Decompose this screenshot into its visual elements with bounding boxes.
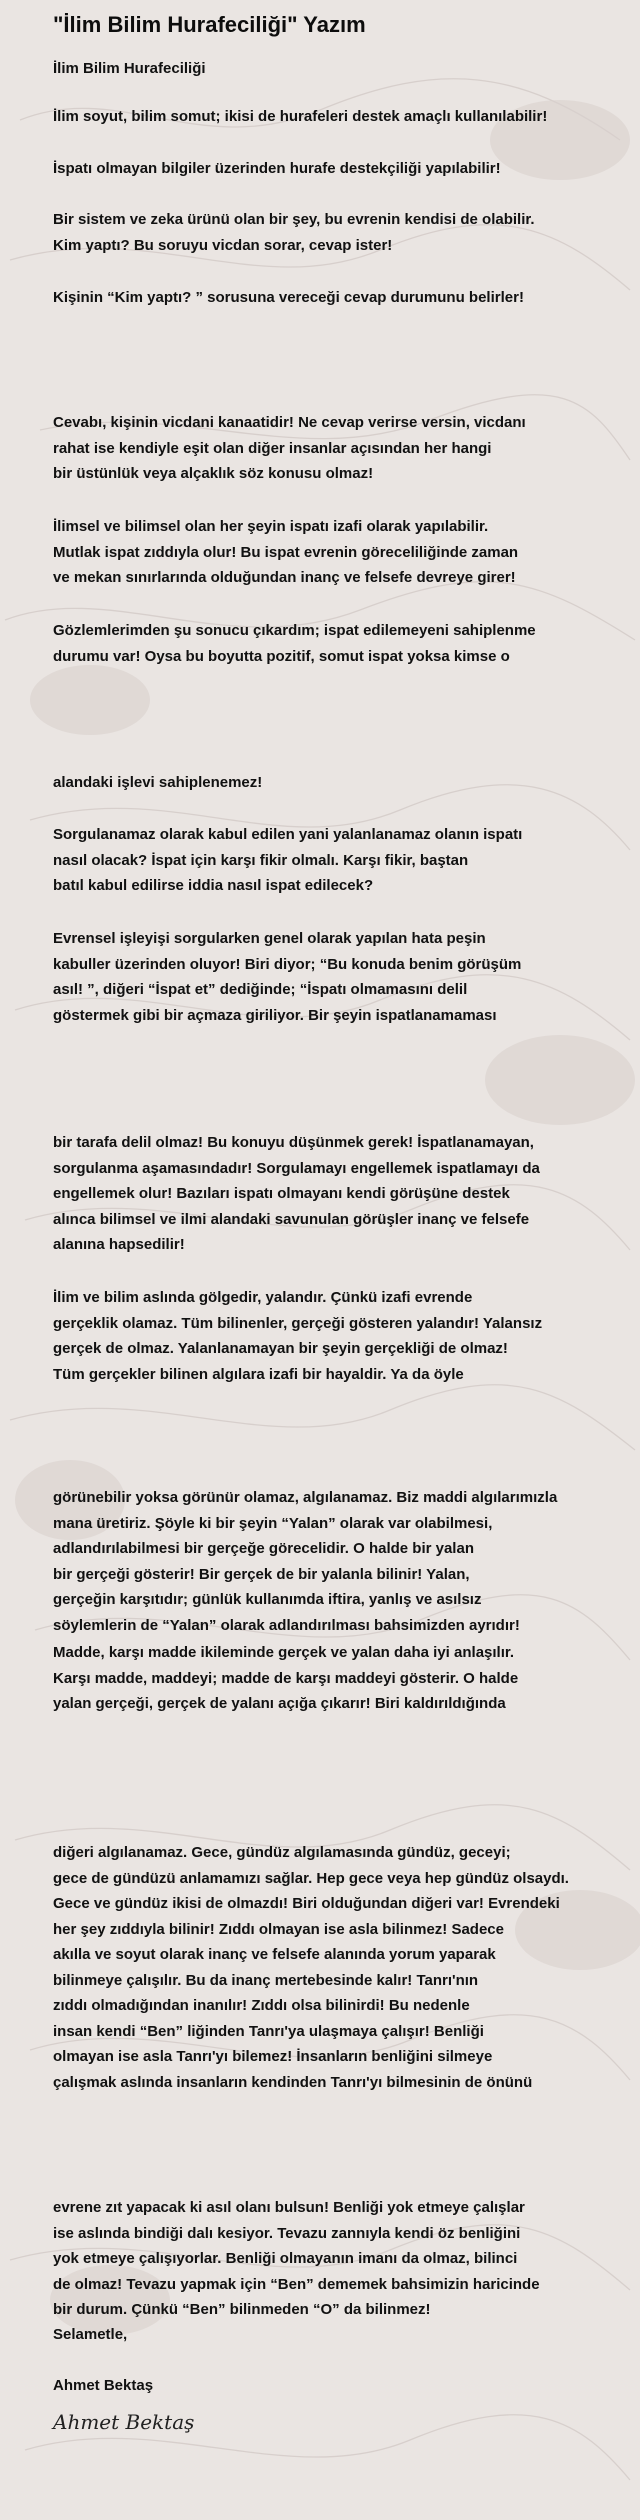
paragraph: Sorgulanamaz olarak kabul edilen yani yalanlanamaz olanın ispatı nasıl olacak? İspat için karşı fikir olmalı. Karşı fikir, baştan batıl kabul edilirse iddia nasıl ispat edilecek? — [53, 826, 523, 894]
paragraph: İlim ve bilim aslında gölgedir, yalandır. Çünkü izafi evrende gerçeklik olamaz. Tüm bilinenler, gerçeği gösteren yalandır! Yalansız gerçek de olmaz. Yalanlanamayan bir şeyin gerçekliği de olmaz! Tüm gerçekler bilinen algılara izafi bir hayaldir. Ya da öyle — [53, 1289, 543, 1383]
poem-subtitle: İlim Bilim Hurafeciliği — [53, 60, 206, 77]
page-title: "İlim Bilim Hurafeciliği" Yazım — [53, 12, 366, 37]
paragraph: diğeri algılanamaz. Gece, gündüz algılamasında gündüz, geceyi; gece de gündüzü anlamamızı sağlar. Hep gece veya hep gündüz olsaydı. Gece ve gündüz ikisi de olmazdı! Biri olduğundan diğeri var! Evrendeki her şey zıddıyla bilinir! Zıddı olmayan ise asla bilinmez! Sadece akılla ve soyut olarak inanç ve felsefe alanında yorum yaparak bilinmeye çalışılır. Bu da inanç mertebesinde kalır! Tanrı'nın zıddı olmadığından inanılır! Zıddı olsa bilinirdi! Bu nedenle insan kendi “Ben” liğinden Tanrı'ya ulaşmaya çalışır! Benliği olmayan ise asla Tanrı'yı bilemez! İnsanların benliğini silmeye çalışmak aslında insanların kendinden Tanrı'yı bilmesinin de önünü — [53, 1844, 569, 2091]
author-signature: Ahmet Bektaş — [53, 2410, 195, 2434]
author-name: Ahmet Bektaş — [53, 2377, 154, 2394]
paragraph: Evrensel işleyişi sorgularken genel olarak yapılan hata peşin kabuller üzerinden oluyor! Biri diyor; “Bu konuda benim görüşüm asıl! ”, diğeri “İspat et” dediğinde; “İspatı olmamasını delil göstermek gibi bir açmaza giriliyor. Bir şeyin ispatlanamaması — [53, 930, 522, 1024]
paragraph: bir tarafa delil olmaz! Bu konuyu düşünmek gerek! İspatlanamayan, sorgulanma aşamasındadır! Sorgulamayı engellemek ispatlamayı da engellemek olur! Bazıları ispatı olmayanı kendi görüşüne destek alınca bilimsel ve ilmi alandaki savunulan görüşler inanç ve felsefe alanına hapsedilir! — [53, 1134, 540, 1253]
paragraph: Madde, karşı madde ikileminde gerçek ve yalan daha iyi anlaşılır. Karşı madde, maddeyi; madde de karşı maddeyi gösterir. O halde yalan gerçeği, gerçek de yalanı açığa çıkarır! Biri kaldırıldığında — [53, 1644, 519, 1712]
paragraph: Gözlemlerimden şu sonucu çıkardım; ispat edilemeyeni sahiplenme durumu var! Oysa bu boyutta pozitif, somut ispat yoksa kimse o — [53, 622, 536, 665]
paragraph: evrene zıt yapacak ki asıl olanı bulsun! Benliği yok etmeye çalışlar ise aslında bindiği dalı kesiyor. Tevazu zannıyla kendi öz benliğini yok etmeye çalışıyorlar. Benliği olmayanın imanı da olmaz, bilinci de olmaz! Tevazu yapmak için “Ben” dememek bahsimizin haricinde bir durum. Çünkü “Ben” bilinmeden “O” da bilinmez! — [53, 2199, 540, 2318]
closing-greeting: Selametle, — [53, 2326, 128, 2343]
paragraph: Cevabı, kişinin vicdani kanaatidir! Ne cevap verirse versin, vicdanı rahat ise kendiyle eşit olan diğer insanlar açısından her hangi bir üstünlük veya alçaklık söz konusu olmaz! — [53, 414, 526, 482]
paragraph: İlimsel ve bilimsel olan her şeyin ispatı izafi olarak yapılabilir. Mutlak ispat zıddıyla olur! Bu ispat evrenin göreceliliğinde zaman ve mekan sınırlarında olduğundan inanç ve felsefe devreye girer! — [53, 518, 519, 586]
paragraph: İlim soyut, bilim somut; ikisi de hurafeleri destek amaçlı kullanılabilir! — [53, 108, 548, 125]
paragraph: İspatı olmayan bilgiler üzerinden hurafe destekçiliği yapılabilir! — [53, 160, 501, 177]
paragraph: görünebilir yoksa görünür olamaz, algılanamaz. Biz maddi algılarımızla mana üretiriz. Şöyle ki bir şeyin “Yalan” olarak var olabilmesi, adlandırılabilmesi bir gerçeğe görecelidir. O halde bir yalan bir gerçeği gösterir! Bir gerçek de bir yalanla bilinir! Yalan, gerçeğin karşıtıdır; günlük kullanımda iftira, yanlış ve asılsız söylemlerin de “Yalan” olarak adlandırılması bahsimizden ayrıdır! — [53, 1489, 558, 1634]
article — [53, 10, 628, 2434]
paragraph: Bir sistem ve zeka ürünü olan bir şey, bu evrenin kendisi de olabilir. Kim yaptı? Bu soruyu vicdan sorar, cevap ister! — [53, 211, 535, 254]
paragraph: Kişinin “Kim yaptı? ” sorusuna vereceği cevap durumunu belirler! — [53, 289, 524, 306]
paragraph: alandaki işlevi sahiplenemez! — [53, 774, 263, 791]
